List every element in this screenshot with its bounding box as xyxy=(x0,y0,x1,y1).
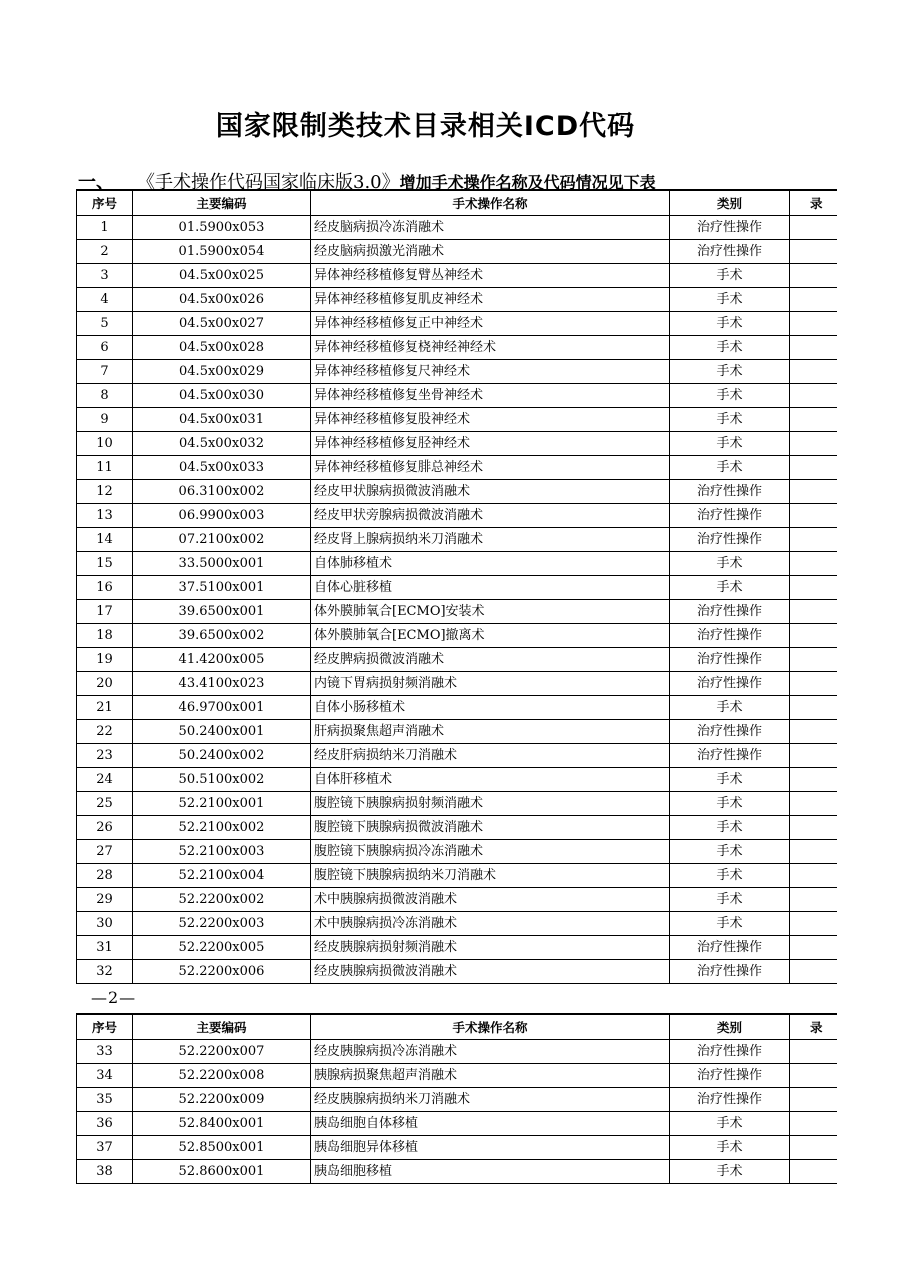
table-row xyxy=(77,720,837,744)
header-note: 录 xyxy=(790,1014,837,1040)
cell-category: 手术 xyxy=(670,552,790,576)
cell-seq: 11 xyxy=(77,456,133,480)
cell-note xyxy=(790,720,837,744)
cell-category: 手术 xyxy=(670,576,790,600)
cell-seq: 10 xyxy=(77,432,133,456)
cell-category: 治疗性操作 xyxy=(670,600,790,624)
cell-code: 04.5x00x027 xyxy=(133,312,311,336)
cell-code: 52.2200x006 xyxy=(133,960,311,984)
cell-note xyxy=(790,1160,837,1184)
cell-name: 异体神经移植修复臂丛神经术 xyxy=(311,264,670,288)
cell-seq: 38 xyxy=(77,1160,133,1184)
cell-code: 52.2100x004 xyxy=(133,864,311,888)
cell-name: 自体小肠移植术 xyxy=(311,696,670,720)
header-code: 主要编码 xyxy=(133,190,311,216)
cell-category: 手术 xyxy=(670,696,790,720)
cell-category: 治疗性操作 xyxy=(670,624,790,648)
cell-seq: 25 xyxy=(77,792,133,816)
cell-seq: 9 xyxy=(77,408,133,432)
section-description: 增加手术操作名称及代码情况见下表 xyxy=(399,173,656,192)
cell-seq: 27 xyxy=(77,840,133,864)
cell-category: 手术 xyxy=(670,912,790,936)
procedure-table-continued xyxy=(76,1013,837,1184)
cell-code: 50.2400x001 xyxy=(133,720,311,744)
cell-category: 治疗性操作 xyxy=(670,240,790,264)
cell-seq: 8 xyxy=(77,384,133,408)
cell-name: 腹腔镜下胰腺病损射频消融术 xyxy=(311,792,670,816)
table-row xyxy=(77,288,837,312)
cell-note xyxy=(790,1112,837,1136)
cell-name: 术中胰腺病损微波消融术 xyxy=(311,888,670,912)
table-row xyxy=(77,624,837,648)
cell-name: 肝病损聚焦超声消融术 xyxy=(311,720,670,744)
cell-code: 04.5x00x029 xyxy=(133,360,311,384)
cell-seq: 13 xyxy=(77,504,133,528)
cell-code: 04.5x00x025 xyxy=(133,264,311,288)
cell-name: 体外膜肺氧合[ECMO]安装术 xyxy=(311,600,670,624)
cell-note xyxy=(790,864,837,888)
table-row xyxy=(77,600,837,624)
cell-name: 胰岛细胞异体移植 xyxy=(311,1136,670,1160)
cell-code: 37.5100x001 xyxy=(133,576,311,600)
cell-code: 46.9700x001 xyxy=(133,696,311,720)
cell-category: 治疗性操作 xyxy=(670,720,790,744)
cell-code: 52.8600x001 xyxy=(133,1160,311,1184)
cell-note xyxy=(790,312,837,336)
cell-seq: 36 xyxy=(77,1112,133,1136)
cell-seq: 3 xyxy=(77,264,133,288)
table-row xyxy=(77,696,837,720)
cell-note xyxy=(790,456,837,480)
cell-category: 治疗性操作 xyxy=(670,936,790,960)
page-number: —2— xyxy=(91,988,137,1007)
cell-code: 39.6500x002 xyxy=(133,624,311,648)
table-row xyxy=(77,528,837,552)
cell-seq: 33 xyxy=(77,1040,133,1064)
cell-name: 异体神经移植修复腓总神经术 xyxy=(311,456,670,480)
cell-note xyxy=(790,240,837,264)
cell-seq: 6 xyxy=(77,336,133,360)
table-row xyxy=(77,1136,837,1160)
cell-code: 33.5000x001 xyxy=(133,552,311,576)
cell-category: 手术 xyxy=(670,408,790,432)
table-row xyxy=(77,768,837,792)
cell-category: 手术 xyxy=(670,456,790,480)
cell-code: 52.2200x005 xyxy=(133,936,311,960)
cell-seq: 2 xyxy=(77,240,133,264)
cell-name: 异体神经移植修复股神经术 xyxy=(311,408,670,432)
cell-category: 手术 xyxy=(670,384,790,408)
cell-category: 手术 xyxy=(670,432,790,456)
cell-name: 经皮甲状腺病损微波消融术 xyxy=(311,480,670,504)
cell-category: 治疗性操作 xyxy=(670,480,790,504)
cell-note xyxy=(790,360,837,384)
cell-seq: 28 xyxy=(77,864,133,888)
table-row xyxy=(77,432,837,456)
cell-note xyxy=(790,888,837,912)
cell-code: 52.2200x002 xyxy=(133,888,311,912)
cell-note xyxy=(790,648,837,672)
table-row xyxy=(77,384,837,408)
table-row xyxy=(77,792,837,816)
table-row xyxy=(77,1040,837,1064)
cell-category: 手术 xyxy=(670,336,790,360)
cell-code: 52.2200x003 xyxy=(133,912,311,936)
cell-seq: 19 xyxy=(77,648,133,672)
cell-note xyxy=(790,744,837,768)
cell-seq: 20 xyxy=(77,672,133,696)
cell-name: 腹腔镜下胰腺病损纳米刀消融术 xyxy=(311,864,670,888)
cell-note xyxy=(790,912,837,936)
header-seq: 序号 xyxy=(77,190,133,216)
cell-code: 04.5x00x032 xyxy=(133,432,311,456)
cell-note xyxy=(790,504,837,528)
cell-note xyxy=(790,1136,837,1160)
table-row xyxy=(77,264,837,288)
cell-name: 胰腺病损聚焦超声消融术 xyxy=(311,1064,670,1088)
cell-note xyxy=(790,840,837,864)
header-note: 录 xyxy=(790,190,837,216)
cell-note xyxy=(790,792,837,816)
cell-code: 39.6500x001 xyxy=(133,600,311,624)
cell-code: 43.4100x023 xyxy=(133,672,311,696)
table-row xyxy=(77,840,837,864)
cell-code: 52.2100x002 xyxy=(133,816,311,840)
header-code: 主要编码 xyxy=(133,1014,311,1040)
table-row xyxy=(77,960,837,984)
cell-name: 自体心脏移植 xyxy=(311,576,670,600)
cell-note xyxy=(790,216,837,240)
cell-seq: 18 xyxy=(77,624,133,648)
cell-code: 52.2200x008 xyxy=(133,1064,311,1088)
cell-seq: 35 xyxy=(77,1088,133,1112)
table-row xyxy=(77,1088,837,1112)
cell-code: 41.4200x005 xyxy=(133,648,311,672)
cell-code: 52.2100x003 xyxy=(133,840,311,864)
cell-seq: 5 xyxy=(77,312,133,336)
cell-seq: 31 xyxy=(77,936,133,960)
cell-category: 手术 xyxy=(670,1136,790,1160)
cell-name: 异体神经移植修复胫神经术 xyxy=(311,432,670,456)
cell-category: 治疗性操作 xyxy=(670,1088,790,1112)
table-body xyxy=(77,1040,837,1184)
cell-code: 52.2100x001 xyxy=(133,792,311,816)
cell-name: 腹腔镜下胰腺病损微波消融术 xyxy=(311,816,670,840)
cell-seq: 24 xyxy=(77,768,133,792)
cell-note xyxy=(790,528,837,552)
cell-seq: 29 xyxy=(77,888,133,912)
cell-note xyxy=(790,432,837,456)
cell-note xyxy=(790,408,837,432)
cell-category: 治疗性操作 xyxy=(670,1040,790,1064)
cell-category: 治疗性操作 xyxy=(670,960,790,984)
table-row xyxy=(77,1160,837,1184)
cell-category: 手术 xyxy=(670,864,790,888)
table-row xyxy=(77,456,837,480)
table-row xyxy=(77,1112,837,1136)
table-row xyxy=(77,816,837,840)
cell-category: 手术 xyxy=(670,768,790,792)
table-row xyxy=(77,1064,837,1088)
table-row xyxy=(77,864,837,888)
cell-note xyxy=(790,336,837,360)
cell-code: 52.2200x009 xyxy=(133,1088,311,1112)
cell-note xyxy=(790,480,837,504)
cell-seq: 17 xyxy=(77,600,133,624)
cell-note xyxy=(790,576,837,600)
cell-code: 06.9900x003 xyxy=(133,504,311,528)
cell-note xyxy=(790,672,837,696)
cell-category: 手术 xyxy=(670,888,790,912)
cell-category: 手术 xyxy=(670,840,790,864)
cell-seq: 15 xyxy=(77,552,133,576)
cell-seq: 4 xyxy=(77,288,133,312)
cell-category: 手术 xyxy=(670,288,790,312)
cell-name: 经皮胰腺病损冷冻消融术 xyxy=(311,1040,670,1064)
cell-note xyxy=(790,384,837,408)
cell-category: 手术 xyxy=(670,792,790,816)
cell-seq: 1 xyxy=(77,216,133,240)
cell-category: 治疗性操作 xyxy=(670,216,790,240)
cell-name: 经皮胰腺病损射频消融术 xyxy=(311,936,670,960)
table-page-2 xyxy=(76,1013,905,1184)
cell-note xyxy=(790,1064,837,1088)
cell-code: 01.5900x054 xyxy=(133,240,311,264)
section-source: 《手术操作代码国家临床版3.0》 xyxy=(146,172,400,193)
table-row xyxy=(77,408,837,432)
cell-code: 50.5100x002 xyxy=(133,768,311,792)
cell-name: 经皮脑病损激光消融术 xyxy=(311,240,670,264)
section-number: 一、 xyxy=(78,172,114,193)
cell-name: 经皮肝病损纳米刀消融术 xyxy=(311,744,670,768)
cell-seq: 16 xyxy=(77,576,133,600)
cell-category: 治疗性操作 xyxy=(670,744,790,768)
cell-code: 04.5x00x033 xyxy=(133,456,311,480)
header-category: 类别 xyxy=(670,1014,790,1040)
cell-category: 治疗性操作 xyxy=(670,1064,790,1088)
cell-name: 经皮脑病损冷冻消融术 xyxy=(311,216,670,240)
cell-category: 治疗性操作 xyxy=(670,528,790,552)
cell-name: 异体神经移植修复桡神经神经术 xyxy=(311,336,670,360)
cell-code: 52.8500x001 xyxy=(133,1136,311,1160)
cell-seq: 34 xyxy=(77,1064,133,1088)
cell-name: 胰岛细胞自体移植 xyxy=(311,1112,670,1136)
table-row xyxy=(77,888,837,912)
header-seq: 序号 xyxy=(77,1014,133,1040)
cell-note xyxy=(790,1088,837,1112)
table-row xyxy=(77,336,837,360)
cell-seq: 32 xyxy=(77,960,133,984)
cell-name: 胰岛细胞移植 xyxy=(311,1160,670,1184)
table-row xyxy=(77,480,837,504)
cell-seq: 21 xyxy=(77,696,133,720)
cell-name: 腹腔镜下胰腺病损冷冻消融术 xyxy=(311,840,670,864)
cell-note xyxy=(790,1040,837,1064)
cell-note xyxy=(790,816,837,840)
cell-note xyxy=(790,768,837,792)
table-header-row xyxy=(77,1014,837,1040)
cell-seq: 7 xyxy=(77,360,133,384)
cell-seq: 30 xyxy=(77,912,133,936)
cell-code: 06.3100x002 xyxy=(133,480,311,504)
table-header-row xyxy=(77,190,837,216)
table-row xyxy=(77,648,837,672)
cell-code: 04.5x00x031 xyxy=(133,408,311,432)
cell-note xyxy=(790,696,837,720)
cell-name: 经皮脾病损微波消融术 xyxy=(311,648,670,672)
cell-category: 手术 xyxy=(670,1112,790,1136)
header-category: 类别 xyxy=(670,190,790,216)
header-name: 手术操作名称 xyxy=(311,190,670,216)
table-row xyxy=(77,240,837,264)
cell-note xyxy=(790,600,837,624)
cell-category: 治疗性操作 xyxy=(670,672,790,696)
cell-code: 07.2100x002 xyxy=(133,528,311,552)
cell-name: 自体肝移植术 xyxy=(311,768,670,792)
cell-code: 04.5x00x028 xyxy=(133,336,311,360)
cell-note xyxy=(790,552,837,576)
cell-name: 异体神经移植修复尺神经术 xyxy=(311,360,670,384)
cell-name: 经皮胰腺病损微波消融术 xyxy=(311,960,670,984)
cell-code: 52.8400x001 xyxy=(133,1112,311,1136)
table-row xyxy=(77,216,837,240)
cell-category: 手术 xyxy=(670,816,790,840)
cell-name: 经皮甲状旁腺病损微波消融术 xyxy=(311,504,670,528)
table-row xyxy=(77,672,837,696)
cell-seq: 23 xyxy=(77,744,133,768)
table-row xyxy=(77,912,837,936)
table-row xyxy=(77,552,837,576)
table-body xyxy=(77,216,837,984)
cell-name: 异体神经移植修复正中神经术 xyxy=(311,312,670,336)
cell-seq: 14 xyxy=(77,528,133,552)
header-name: 手术操作名称 xyxy=(311,1014,670,1040)
cell-name: 经皮胰腺病损纳米刀消融术 xyxy=(311,1088,670,1112)
cell-code: 04.5x00x030 xyxy=(133,384,311,408)
cell-name: 异体神经移植修复坐骨神经术 xyxy=(311,384,670,408)
cell-name: 自体肺移植术 xyxy=(311,552,670,576)
document-title: 国家限制类技术目录相关ICD代码 xyxy=(215,111,636,142)
cell-note xyxy=(790,264,837,288)
table-row xyxy=(77,936,837,960)
cell-note xyxy=(790,624,837,648)
table-row xyxy=(77,312,837,336)
cell-category: 治疗性操作 xyxy=(670,648,790,672)
cell-name: 内镜下胃病损射频消融术 xyxy=(311,672,670,696)
table-row xyxy=(77,504,837,528)
cell-category: 治疗性操作 xyxy=(670,504,790,528)
cell-category: 手术 xyxy=(670,264,790,288)
cell-seq: 26 xyxy=(77,816,133,840)
cell-category: 手术 xyxy=(670,312,790,336)
cell-category: 手术 xyxy=(670,1160,790,1184)
cell-code: 52.2200x007 xyxy=(133,1040,311,1064)
cell-note xyxy=(790,960,837,984)
procedure-table xyxy=(76,189,837,984)
cell-code: 04.5x00x026 xyxy=(133,288,311,312)
cell-code: 01.5900x053 xyxy=(133,216,311,240)
table-row xyxy=(77,744,837,768)
cell-category: 手术 xyxy=(670,360,790,384)
cell-seq: 37 xyxy=(77,1136,133,1160)
cell-name: 体外膜肺氧合[ECMO]撤离术 xyxy=(311,624,670,648)
table-row xyxy=(77,576,837,600)
table-row xyxy=(77,360,837,384)
cell-name: 异体神经移植修复肌皮神经术 xyxy=(311,288,670,312)
table-page-1 xyxy=(76,189,905,984)
cell-seq: 22 xyxy=(77,720,133,744)
cell-note xyxy=(790,936,837,960)
cell-code: 50.2400x002 xyxy=(133,744,311,768)
cell-seq: 12 xyxy=(77,480,133,504)
cell-name: 术中胰腺病损冷冻消融术 xyxy=(311,912,670,936)
cell-name: 经皮肾上腺病损纳米刀消融术 xyxy=(311,528,670,552)
cell-note xyxy=(790,288,837,312)
